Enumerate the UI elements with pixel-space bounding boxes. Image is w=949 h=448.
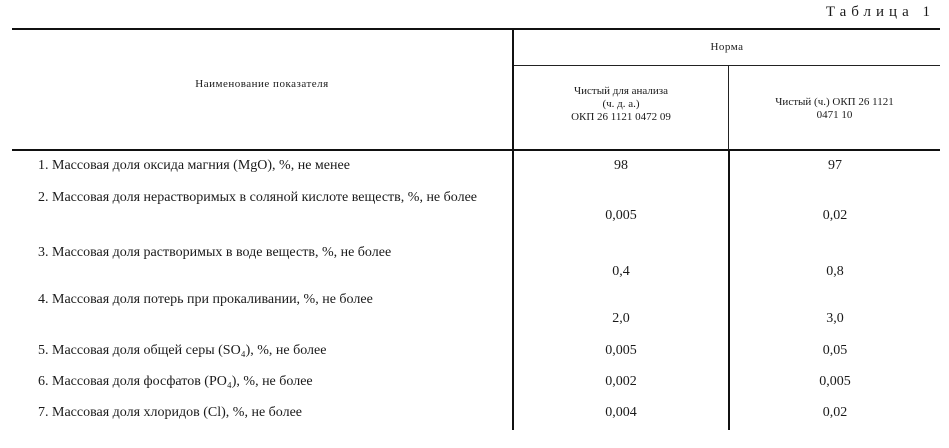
header-grade-pure-for-analysis: [514, 85, 728, 124]
row-value-col1: 0,004: [605, 405, 637, 420]
row-value-col1: 0,005: [605, 343, 637, 358]
row-value-col1: 98: [614, 158, 628, 173]
table-top-rule: [12, 28, 940, 30]
header-col1-line: ОКП 26 1121 0472 09: [571, 111, 671, 123]
table-caption: Таблица 1: [825, 4, 935, 20]
header-grade-pure: [729, 96, 940, 122]
row-value-col1: 0,4: [612, 264, 630, 279]
header-bottom-rule: [12, 149, 940, 151]
header-norma: Норма: [710, 41, 744, 53]
row-value-col2: 0,05: [822, 343, 848, 358]
row-value-col2: 0,8: [826, 264, 844, 279]
row-value-col1: 2,0: [612, 311, 630, 326]
header-col1-line: (ч. д. а.): [602, 98, 640, 110]
header-col2-line: 0471 10: [816, 109, 853, 121]
row-value-col2: 3,0: [826, 311, 844, 326]
row-indicator: 1. Массовая доля оксида магния (MgO), %, не менее: [38, 158, 350, 173]
row-value-col2: 0,02: [822, 405, 848, 420]
row-value-col1: 0,005: [605, 208, 637, 223]
norma-rule: [513, 65, 940, 66]
row-indicator: 7. Массовая доля хлоридов (Cl), %, не более: [38, 405, 303, 420]
row-value-col2: 0,02: [822, 208, 848, 223]
row-indicator: 2. Массовая доля нерастворимых в соляной кислоте веществ, %, не более: [38, 190, 477, 205]
row-indicator: 3. Массовая доля растворимых в воде веществ, %, не более: [38, 245, 392, 260]
header-col2-line: Чистый (ч.) ОКП 26 1121: [775, 96, 894, 108]
row-value-col2: 97: [828, 158, 842, 173]
header-indicator: Наименование показателя: [195, 78, 329, 90]
row-indicator: 5. Массовая доля общей серы (SO₄), %, не более: [38, 343, 327, 358]
header-col1-line: Чистый для анализа: [574, 85, 668, 97]
row-indicator: 6. Массовая доля фосфатов (PO₄), %, не более: [38, 374, 313, 389]
row-value-col2: 0,005: [819, 374, 851, 389]
row-indicator: 4. Массовая доля потерь при прокаливании, %, не более: [38, 292, 373, 307]
row-value-col1: 0,002: [605, 374, 637, 389]
